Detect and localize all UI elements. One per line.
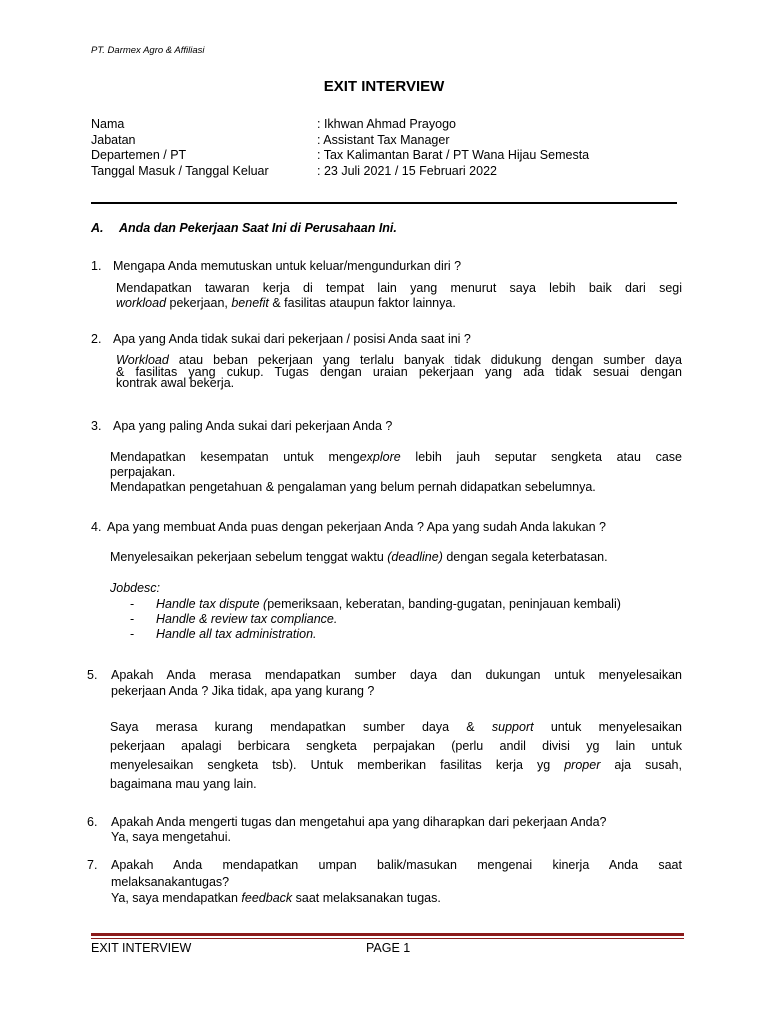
question-number: 3. <box>91 419 102 433</box>
document-title: EXIT INTERVIEW <box>323 78 445 95</box>
answer-line <box>110 450 682 465</box>
header-divider <box>91 202 677 204</box>
question-2 <box>91 332 471 347</box>
answer-text: Ya, saya mendapatkan <box>111 891 242 905</box>
question-number: 5. <box>87 668 98 682</box>
jobdesc-item <box>130 597 621 612</box>
question-line: Apakah Anda mendapatkan umpan balik/masukan mengenai kinerja Anda saat <box>111 858 682 872</box>
jobdesc-item <box>130 612 621 627</box>
info-value: : Ikhwan Ahmad Prayogo <box>317 117 456 131</box>
question-4 <box>91 520 606 535</box>
question-text: Mengapa Anda memutuskan untuk keluar/mengundurkan diri ? <box>113 259 462 273</box>
answer-text: pekerjaan, <box>166 296 232 310</box>
section-a-heading <box>91 221 397 235</box>
answer-4 <box>110 550 682 565</box>
question-7 <box>87 857 682 906</box>
answer-text: & fasilitas ataupun faktor lainnya. <box>268 296 456 310</box>
answer-line: perpajakan. <box>110 465 176 479</box>
company-name: PT. Darmex Agro & Affiliasi <box>91 45 205 56</box>
answer-italic: Workload <box>116 353 169 367</box>
question-body <box>87 668 682 700</box>
jobdesc-title: Jobdesc: <box>110 581 161 595</box>
answer-line: Mendapatkan tawaran kerja di tempat lain yang menurut saya lebih baik dari segi <box>116 281 682 295</box>
question-number: 6. <box>87 815 98 829</box>
answer-text: untuk menyelesaikan <box>533 720 683 734</box>
question-number: 1. <box>91 259 102 273</box>
answer-text: Ya, saya mengetahui. <box>111 830 231 844</box>
question-number: 7. <box>87 858 98 872</box>
list-dash: - <box>130 612 135 626</box>
footer-title: EXIT INTERVIEW <box>91 941 192 955</box>
question-text: Apakah Anda mengerti tugas dan mengetahui apa yang diharapkan dari pekerjaan Anda? <box>111 815 607 829</box>
answer-line: bagaimana mau yang lain. <box>110 777 257 791</box>
footer-divider-thin <box>91 938 684 939</box>
section-number: A. <box>91 221 104 235</box>
answer-line: kontrak awal bekerja. <box>116 376 235 390</box>
answer-line: & fasilitas yang cukup. Tugas dengan uraian pekerjaan yang ada tidak sesuai dengan <box>116 364 682 379</box>
answer-line <box>116 296 682 311</box>
jobdesc-text: pemeriksaan, keberatan, banding-gugatan, peninjauan kembali) <box>267 597 621 611</box>
question-line: Apakah Anda merasa mendapatkan sumber daya dan dukungan untuk menyelesaikan <box>111 668 682 682</box>
page-number: PAGE 1 <box>366 941 411 955</box>
answer-italic: workload <box>116 296 167 310</box>
answer-line: pekerjaan apalagi berbicara sengketa perpajakan (perlu andil divisi yg lain untuk <box>110 739 682 753</box>
question-line: melaksanakantugas? <box>111 875 230 889</box>
info-label: Nama <box>91 117 125 131</box>
info-value: : Assistant Tax Manager <box>317 132 450 147</box>
question-body <box>87 815 607 845</box>
answer-text: atau beban pekerjaan yang terlalu banyak tidak didukung dengan sumber daya <box>168 353 682 367</box>
answer-line: Mendapatkan pengetahuan & pengalaman yang belum pernah didapatkan sebelumnya. <box>110 480 596 494</box>
info-label: Departemen / PT <box>91 148 187 162</box>
question-body <box>87 857 682 906</box>
answer-line <box>111 891 682 906</box>
question-line: pekerjaan Anda ? Jika tidak, apa yang kurang ? <box>111 684 375 698</box>
question-6 <box>87 815 607 845</box>
info-label: Tanggal Masuk / Tanggal Keluar <box>91 163 269 178</box>
answer-text: saat melaksanakan tugas. <box>292 891 441 905</box>
answer-text: menyelesaikan sengketa tsb). Untuk memberikan fasilitas kerja yg <box>110 758 565 772</box>
jobdesc-italic: Handle all tax administration. <box>156 627 317 641</box>
answer-line <box>110 718 682 737</box>
answer-italic: benefit <box>231 296 269 310</box>
question-5 <box>87 668 682 700</box>
info-label: Jabatan <box>91 132 136 147</box>
answer-text: Saya merasa kurang mendapatkan sumber daya & <box>110 720 492 734</box>
answer-line <box>110 756 682 775</box>
list-dash: - <box>130 597 135 611</box>
answer-5 <box>110 718 682 794</box>
section-title: Anda dan Pekerjaan Saat Ini di Perusahaan Ini. <box>119 221 397 235</box>
question-number: 4. <box>91 520 102 534</box>
jobdesc-italic: Handle tax dispute ( <box>156 597 268 611</box>
answer-line <box>110 550 682 565</box>
answer-text: lebih jauh seputar sengketa atau case <box>400 450 682 464</box>
answer-italic: proper <box>564 758 601 772</box>
answer-text: dengan segala keterbatasan. <box>442 550 608 564</box>
answer-3 <box>110 450 682 495</box>
info-value: : Tax Kalimantan Barat / PT Wana Hijau Semesta <box>317 148 590 162</box>
question-number: 2. <box>91 332 102 346</box>
jobdesc-list <box>130 597 621 642</box>
info-value: : 23 Juli 2021 / 15 Februari 2022 <box>317 163 497 178</box>
answer-2 <box>116 355 682 390</box>
list-dash: - <box>130 627 135 641</box>
answer-text: aja susah, <box>600 758 682 772</box>
answer-italic: support <box>491 720 534 734</box>
answer-italic: (deadline) <box>387 550 443 564</box>
answer-italic: feedback <box>241 891 293 905</box>
answer-1 <box>116 281 682 311</box>
question-text: Apa yang Anda tidak sukai dari pekerjaan / posisi Anda saat ini ? <box>113 332 471 346</box>
answer-text: Mendapatkan kesempatan untuk meng <box>110 450 360 464</box>
question-1 <box>91 259 461 274</box>
question-3 <box>91 419 392 434</box>
answer-text: Menyelesaikan pekerjaan sebelum tenggat waktu <box>110 550 388 564</box>
jobdesc-item <box>130 627 621 642</box>
footer-divider-thick <box>91 933 684 936</box>
question-text: Apa yang paling Anda sukai dari pekerjaan Anda ? <box>113 419 393 433</box>
jobdesc-italic: Handle & review tax compliance. <box>156 612 338 626</box>
question-text: Apa yang membuat Anda puas dengan pekerjaan Anda ? Apa yang sudah Anda lakukan ? <box>107 520 607 534</box>
answer-italic: explore <box>359 450 401 464</box>
